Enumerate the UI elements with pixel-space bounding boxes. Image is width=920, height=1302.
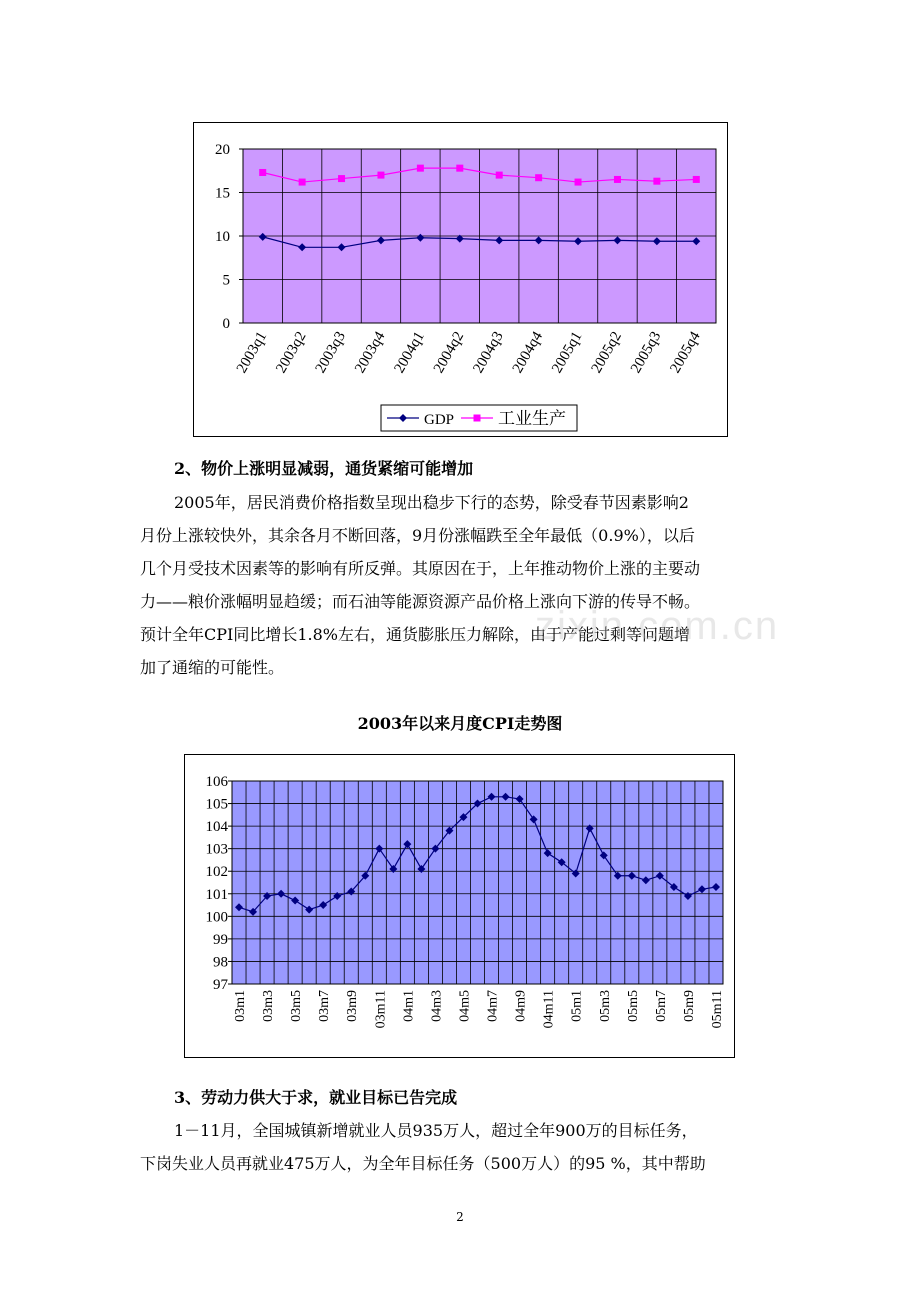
- page-number: 2: [456, 1210, 464, 1224]
- y-tick-label: 5: [222, 272, 230, 289]
- x-tick-label: 2004q2: [430, 329, 468, 376]
- y-tick-label: 101: [205, 886, 228, 903]
- watermark: zixin.com.cn: [535, 604, 780, 648]
- data-point: [299, 179, 306, 186]
- data-point: [338, 175, 345, 182]
- legend-label: GDP: [424, 412, 455, 428]
- y-tick-label: 105: [205, 796, 228, 813]
- legend: [381, 405, 577, 431]
- x-tick-label: 2003q3: [312, 329, 350, 376]
- x-tick-label: 03m9: [345, 990, 361, 1022]
- y-tick-label: 0: [222, 316, 230, 332]
- plot-area: [232, 781, 723, 984]
- cpi-chart-svg: [185, 755, 734, 1057]
- x-tick-label: 05m1: [569, 990, 585, 1022]
- x-tick-label: 2005q2: [588, 329, 625, 376]
- y-tick-label: 97: [213, 977, 228, 993]
- x-tick-label: 2004q3: [470, 329, 507, 376]
- legend-label: 工业生产: [498, 409, 566, 428]
- data-point: [496, 172, 503, 179]
- section2-heading: 2、物价上涨明显减弱，通货紧缩可能增加: [174, 459, 474, 478]
- section2-paragraph: [140, 486, 790, 684]
- y-tick-label: 10: [215, 229, 230, 245]
- section3-heading: 3、劳动力供大于求，就业目标已告完成: [174, 1088, 458, 1107]
- x-tick-label: 2004q4: [509, 329, 547, 376]
- x-tick-label: 05m9: [681, 990, 697, 1022]
- x-tick-label: 04m1: [401, 990, 417, 1022]
- x-tick-label: 2004q1: [391, 329, 428, 376]
- x-tick-label: 03m3: [261, 990, 277, 1022]
- data-point: [456, 165, 463, 172]
- section2-line: 力——粮价涨幅明显趋缓；而石油等能源资源产品价格上涨向下游的传导不畅。: [140, 592, 701, 611]
- x-tick-label: 05m11: [709, 990, 725, 1029]
- cpi-chart-title: 2003年以来月度CPI走势图: [357, 714, 563, 733]
- x-tick-label: 03m5: [289, 990, 305, 1022]
- x-tick-label: 2005q4: [667, 328, 704, 376]
- x-tick-label: 03m7: [317, 990, 333, 1022]
- x-tick-label: 05m5: [625, 990, 641, 1022]
- x-tick-label: 2005q1: [549, 329, 586, 376]
- data-point: [259, 169, 266, 176]
- y-tick-label: 106: [205, 774, 228, 790]
- data-point: [575, 179, 582, 186]
- section3-line: 下岗失业人员再就业475万人，为全年目标任务（500万人）的95 %，其中帮助: [140, 1154, 706, 1173]
- x-tick-label: 2003q2: [273, 329, 310, 376]
- gdp-industry-chart-svg: [194, 123, 727, 436]
- y-tick-label: 20: [215, 142, 230, 158]
- y-tick-label: 99: [213, 931, 228, 948]
- section2-line: 2005年，居民消费价格指数呈现出稳步下行的态势，除受春节因素影响2: [174, 493, 689, 512]
- x-tick-label: 04m11: [541, 990, 557, 1029]
- section2-line: 加了通缩的可能性。: [140, 658, 285, 677]
- x-tick-label: 04m5: [457, 990, 473, 1022]
- section3-paragraph: [140, 1114, 790, 1180]
- data-point: [417, 165, 424, 172]
- data-point: [535, 174, 542, 181]
- data-point: [614, 176, 621, 183]
- x-tick-label: 2005q3: [627, 329, 665, 376]
- y-tick-label: 103: [205, 841, 228, 858]
- x-tick-label: 03m11: [373, 990, 389, 1029]
- x-tick-label: 04m3: [429, 990, 445, 1022]
- data-point: [693, 176, 700, 183]
- y-tick-label: 100: [205, 909, 228, 926]
- x-tick-label: 04m9: [513, 990, 529, 1022]
- x-tick-label: 04m7: [485, 990, 501, 1022]
- section2-line: 预计全年CPI同比增长1.8%左右，通货膨胀压力解除，由于产能过剩等问题增: [140, 625, 690, 644]
- x-tick-label: 2003q4: [352, 329, 389, 376]
- cpi-chart: [184, 754, 735, 1058]
- x-tick-label: 05m3: [597, 990, 613, 1022]
- y-tick-label: 15: [215, 185, 230, 202]
- gdp-industry-chart: [193, 122, 728, 437]
- data-point: [653, 178, 660, 185]
- x-tick-label: 2003q1: [233, 329, 271, 376]
- section3-line: 1－11月，全国城镇新增就业人员935万人，超过全年900万的目标任务，: [174, 1121, 698, 1140]
- y-tick-label: 102: [205, 864, 228, 881]
- section2-line: 月份上涨较快外，其余各月不断回落，9月份涨幅跌至全年最低（0.9%），以后: [140, 526, 695, 545]
- section2-line: 几个月受技术因素等的影响有所反弹。其原因在于，上年推动物价上涨的主要动: [140, 559, 701, 578]
- x-tick-label: 05m7: [653, 990, 669, 1022]
- legend-marker: [474, 415, 481, 422]
- data-point: [377, 172, 384, 179]
- x-tick-label: 03m1: [233, 990, 249, 1022]
- y-tick-label: 104: [205, 819, 228, 836]
- y-tick-label: 98: [213, 954, 228, 971]
